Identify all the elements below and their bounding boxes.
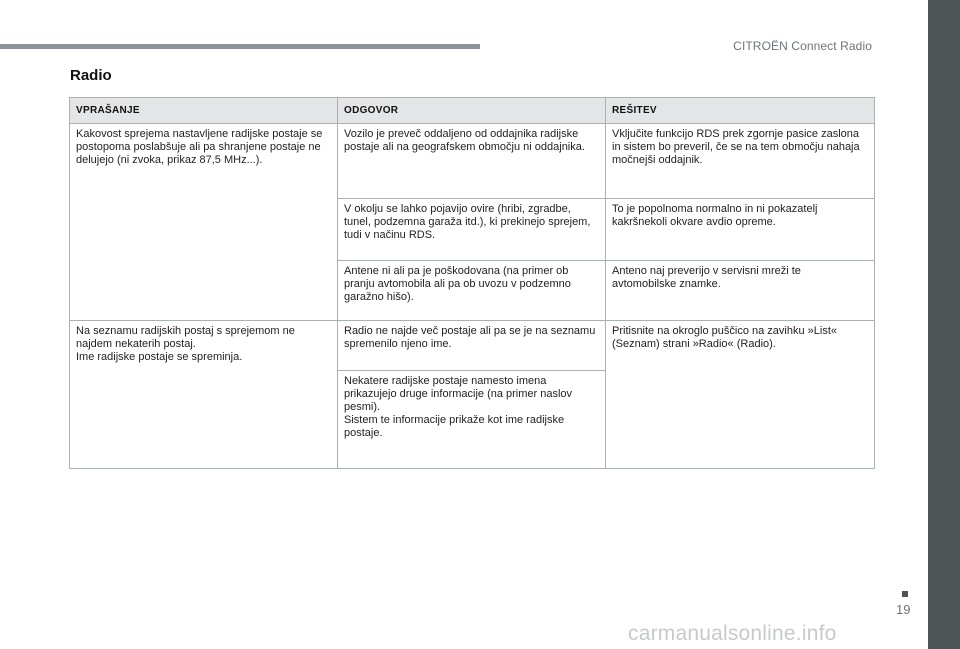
answer-line: Nekatere radijske postaje namesto imena prikazujejo druge informacije (na primer naslov pesmi). <box>344 375 573 413</box>
question-line: Na seznamu radijskih postaj s sprejemom ne najdem nekaterih postaj. <box>76 325 295 350</box>
solution-cell: Vključite funkcijo RDS prek zgornje pasice zaslona in sistem bo preveril, če se na tem območju nahaja močnejši oddajnik. <box>606 124 875 199</box>
question-cell: Kakovost sprejema nastavljene radijske postaje se postopoma poslabšuje ali pa shranjene postaje ne delujejo (ni zvoka, prikaz 87,5 MHz...). <box>70 124 338 321</box>
table-row <box>70 124 875 199</box>
watermark: carmanualsonline.info <box>628 622 837 645</box>
table-header-row <box>70 98 875 124</box>
question-cell <box>70 321 338 469</box>
section-title: Radio <box>70 67 112 84</box>
answer-cell: Vozilo je preveč oddaljeno od oddajnika radijske postaje ali na geografskem območju ni oddajnika. <box>338 124 606 199</box>
page-number: 19 <box>896 602 911 617</box>
column-header-question: VPRAŠANJE <box>70 98 338 124</box>
page-edge-band <box>928 0 960 649</box>
answer-cell: Antene ni ali pa je poškodovana (na primer ob pranju avtomobila ali pa ob uvozu v podzemno garažno hišo). <box>338 261 606 321</box>
manual-header-title: CITROËN Connect Radio <box>733 39 872 53</box>
solution-cell: To je popolnoma normalno in ni pokazatelj kakršnekoli okvare avdio opreme. <box>606 199 875 261</box>
answer-cell <box>338 371 606 469</box>
section-marker <box>902 591 908 597</box>
answer-cell: V okolju se lahko pojavijo ovire (hribi, zgradbe, tunel, podzemna garaža itd.), ki prekinejo sprejem, tudi v načinu RDS. <box>338 199 606 261</box>
column-header-solution: REŠITEV <box>606 98 875 124</box>
column-header-answer: ODGOVOR <box>338 98 606 124</box>
faq-table <box>69 97 875 469</box>
header-rule <box>0 44 480 49</box>
answer-cell: Radio ne najde več postaje ali pa se je na seznamu spremenilo njeno ime. <box>338 321 606 371</box>
solution-cell: Anteno naj preverijo v servisni mreži te avtomobilske znamke. <box>606 261 875 321</box>
table-row <box>70 321 875 371</box>
question-line: Ime radijske postaje se spreminja. <box>76 351 243 363</box>
solution-cell: Pritisnite na okroglo puščico na zavihku »List« (Seznam) strani »Radio« (Radio). <box>606 321 875 469</box>
answer-line: Sistem te informacije prikaže kot ime radijske postaje. <box>344 414 565 439</box>
